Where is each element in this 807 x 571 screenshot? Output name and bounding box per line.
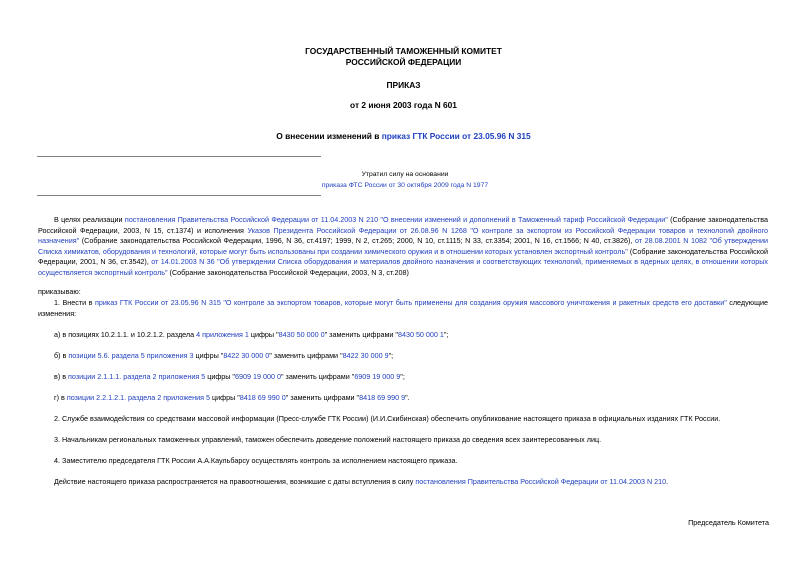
doc-type: ПРИКАЗ	[386, 80, 421, 90]
link-ukaz-36[interactable]: от 14.01.2003 N 36 "Об утверждении Списка оборудования и материалов двойного назначения и соответствующих технологий, применяемых в ядерных целях, в отношении которых осуществляется экспортный контроль"	[38, 257, 768, 277]
item-1	[38, 298, 768, 319]
sub-item-b	[54, 351, 768, 362]
text: " заменить цифрами "	[324, 330, 398, 339]
repeal-note-link[interactable]: приказа ФТС России от 30 октября 2009 года N 1977	[321, 182, 489, 189]
item-4: 4. Заместителю председателя ГТК России А.А.Каульбарсу осуществлять контроль за исполнением настоящего приказа.	[54, 456, 458, 465]
link-decree-210[interactable]: постановления Правительства Российской Федерации от 11.04.2003 N 210	[415, 477, 667, 486]
text: (Собрание законодательства Российской Федерации, 2003, N 15, ст.1374) и исполнения	[38, 215, 768, 235]
divider-top	[37, 156, 321, 157]
text: цифры "	[248, 330, 279, 339]
text: цифры "	[205, 372, 235, 381]
link-order-315[interactable]: приказ ГТК России от 23.05.96 N 315 "О контроле за экспортом товаров, которые могут быть применены для создания оружия массового уничтожения и ракетных средств его доставки"	[94, 298, 727, 307]
link-decree-210[interactable]: постановления Правительства Российской Федерации от 11.04.2003 N 210 "О внесении изменений и дополнений в Таможенный тариф Российской Федерации"	[124, 215, 668, 224]
title-prefix: О внесении изменений в	[276, 131, 382, 141]
link-code-old[interactable]: 8422 30 000 0	[223, 351, 270, 360]
text: г) в	[54, 393, 67, 402]
text: " заменить цифрами "	[285, 393, 360, 402]
text: цифры "	[210, 393, 240, 402]
signature-position: Председатель Комитета	[688, 518, 769, 527]
link-code-new[interactable]: 8422 30 000 9	[342, 351, 389, 360]
link-appendix[interactable]: позиции 2.1.1.1. раздела 2 приложения 5	[68, 372, 206, 381]
text: (Собрание законодательства Российской Федерации, 2001, N 36, ст.3542),	[38, 246, 768, 267]
link-code-new[interactable]: 8430 50 000 1	[397, 330, 444, 339]
doc-date: от 2 июня 2003 года N 601	[350, 100, 457, 110]
link-code-new[interactable]: 8418 69 990 9	[359, 393, 406, 402]
sub-item-v	[54, 372, 768, 383]
divider-bottom	[37, 195, 321, 196]
text: цифры "	[193, 351, 224, 360]
text: 1. Внести в	[54, 298, 95, 307]
text: следующие изменения:	[38, 298, 768, 318]
preamble-paragraph	[38, 215, 768, 279]
text: (Собрание законодательства Российской Федерации, 2003, N 3, ст.208)	[167, 267, 409, 277]
sub-item-g	[54, 393, 768, 404]
text: ".	[405, 393, 410, 402]
text: (Собрание законодательства Российской Федерации, 1996, N 36, ст.4197; 1999, N 2, ст.265; 2000, N 10, ст.1115; N 33, ст.3354; 2001, N 16, ст.1566; N 40, ст.3826),	[79, 236, 635, 246]
repeal-note-text: Утратил силу на основании	[361, 171, 449, 178]
text: ";	[400, 372, 405, 381]
link-code-new[interactable]: 6909 19 000 9	[354, 372, 401, 381]
text: а) в позициях 10.2.1.1. и 10.2.1.2. раздела	[54, 330, 197, 339]
text: б) в	[54, 351, 69, 360]
item-3: 3. Начальникам региональных таможенных управлений, таможен обеспечить доведение положений настоящего приказа до сведения всех заинтересованных лиц.	[54, 435, 602, 444]
text: В целях реализации	[54, 215, 125, 224]
effect-paragraph	[54, 477, 768, 488]
item-2: 2. Службе взаимодействия со средствами массовой информации (Пресс-службе ГТК России) (И.И.Скибинская) обеспечить опубликование настоящего приказа в официальных изданиях ГТК России.	[54, 414, 721, 423]
text: в) в	[54, 372, 69, 381]
link-code-old[interactable]: 8430 50 000 0	[278, 330, 325, 339]
link-code-old[interactable]: 8418 69 990 0	[239, 393, 286, 402]
doc-title	[0, 131, 807, 142]
link-ukaz-1268[interactable]: Указов Президента Российской Федерации от 26.08.96 N 1268 "О контроле за экспортом из Российской Федерации товаров и технологий двойного назначения"	[38, 225, 768, 246]
text: " заменить цифрами "	[280, 372, 355, 381]
text: Действие настоящего приказа распространяется на правоотношения, возникшие с даты вступления в силу	[54, 477, 416, 486]
link-appendix[interactable]: 4 приложения 1	[196, 330, 249, 339]
text: " заменить цифрами "	[269, 351, 343, 360]
link-appendix[interactable]: позиции 5.6. раздела 5 приложения 3	[68, 351, 194, 360]
repeal-note-link-wrap	[300, 180, 510, 192]
order-word: приказываю:	[38, 287, 81, 296]
link-code-old[interactable]: 6909 19 000 0	[235, 372, 281, 381]
link-appendix[interactable]: позиции 2.2.1.2.1. раздела 2 приложения 5	[66, 393, 211, 402]
text: ";	[443, 330, 449, 339]
text: .	[666, 477, 669, 486]
title-link[interactable]: приказ ГТК России от 23.05.96 N 315	[381, 131, 531, 141]
org-name-line2: РОССИЙСКОЙ ФЕДЕРАЦИИ	[345, 57, 462, 67]
text: ";	[388, 351, 394, 360]
org-name-line1: ГОСУДАРСТВЕННЫЙ ТАМОЖЕННЫЙ КОМИТЕТ	[305, 46, 502, 56]
sub-item-a	[54, 330, 768, 341]
link-ukaz-1082[interactable]: от 28.08.2001 N 1082 "Об утверждении Списка химикатов, оборудования и технологий, которые могут быть использованы при создании химического оружия и в отношении которых установлен экспортный контроль"	[38, 236, 768, 256]
